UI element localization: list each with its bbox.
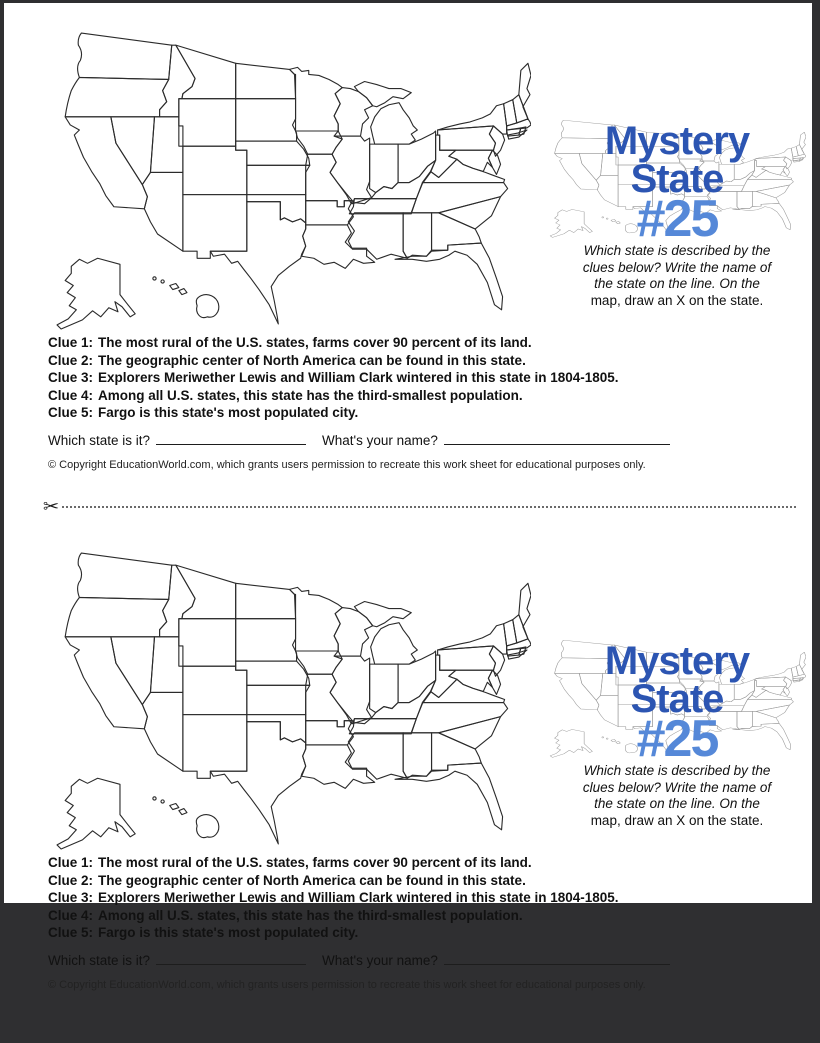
clue-list [48,854,788,942]
clue-text: Among all U.S. states, this state has the third-smallest population. [98,907,523,923]
clue-row [48,352,788,370]
instructions-line: map, draw an X on the state. [590,812,764,828]
logo-title-line2: State [630,677,724,721]
state-answer-prompt: Which state is it? [48,953,151,968]
instructions-line: map, draw an X on the state. [590,292,764,308]
clue-label: Clue 2: [48,872,94,888]
logo-title-line2: State [630,157,724,201]
clue-row [48,387,788,405]
worksheet-page [4,3,812,991]
clue-row [48,907,788,925]
logo-title-line1: Mystery [604,119,750,163]
state-answer-line [156,431,306,445]
clue-text: The geographic center of North America can be found in this state. [98,352,526,368]
instructions-line: the state on the line. On the [594,796,760,811]
answer-row [48,431,788,448]
clue-row [48,334,788,352]
clue-row [48,889,788,907]
clue-label: Clue 2: [48,352,94,368]
worksheet-copy-1 [4,3,812,523]
clue-row [48,369,788,387]
clue-label: Clue 1: [48,335,94,350]
clue-text: Explorers Meriwether Lewis and William Clark wintered in this state in 1804-1805. [98,890,619,906]
state-answer-prompt: Which state is it? [48,433,151,448]
clue-text: The most rural of the U.S. states, farms cover 90 percent of its land. [98,855,532,870]
clue-text: The most rural of the U.S. states, farms cover 90 percent of its land. [98,335,532,350]
instructions [546,243,808,309]
name-answer-line [444,951,670,965]
answer-row [48,951,788,968]
worksheet-copy-2 [4,523,812,1043]
instructions [546,763,808,829]
instructions-line: clues below? Write the name of [582,259,772,275]
clue-label: Clue 4: [48,387,94,403]
clue-row [48,404,788,422]
clue-list [48,334,788,422]
clue-text: Fargo is this state's most populated city. [98,405,359,421]
logo-worksheet-number: #25 [636,710,718,768]
clue-text: Explorers Meriwether Lewis and William Clark wintered in this state in 1804-1805. [98,370,619,386]
clue-label: Clue 4: [48,907,94,923]
clue-text: Among all U.S. states, this state has the third-smallest population. [98,387,523,403]
us-states-blank-map [53,550,531,853]
instructions-line: the state on the line. On the [594,276,760,291]
name-prompt: What's your name? [322,953,438,968]
cut-divider [44,497,796,517]
clue-label: Clue 3: [48,890,94,906]
instructions-line: clues below? Write the name of [582,779,772,795]
logo-title-line1: Mystery [604,639,750,683]
clue-row [48,854,788,872]
state-answer-line [156,951,306,965]
logo-worksheet-number: #25 [636,190,718,248]
clue-row [48,872,788,890]
mystery-state-logo [546,633,808,768]
copyright-notice: © Copyright EducationWorld.com, which grants users permission to recreate this work sheet for educational purposes only. [48,979,646,991]
clue-label: Clue 3: [48,370,94,386]
clue-text: The geographic center of North America can be found in this state. [98,872,526,888]
us-states-blank-map [53,30,531,333]
clue-label: Clue 5: [48,405,94,421]
instructions-line: Which state is described by the [583,243,771,258]
clue-label: Clue 1: [48,855,94,870]
scissors-icon: ✂ [42,497,60,516]
name-answer-line [444,431,670,445]
name-prompt: What's your name? [322,433,438,448]
clue-row [48,924,788,942]
copyright-notice: © Copyright EducationWorld.com, which grants users permission to recreate this work sheet for educational purposes only. [48,459,646,471]
dotted-cut-line [62,506,796,508]
clue-text: Fargo is this state's most populated city. [98,925,359,941]
mystery-state-logo [546,113,808,248]
instructions-line: Which state is described by the [583,763,771,778]
clue-label: Clue 5: [48,925,94,941]
